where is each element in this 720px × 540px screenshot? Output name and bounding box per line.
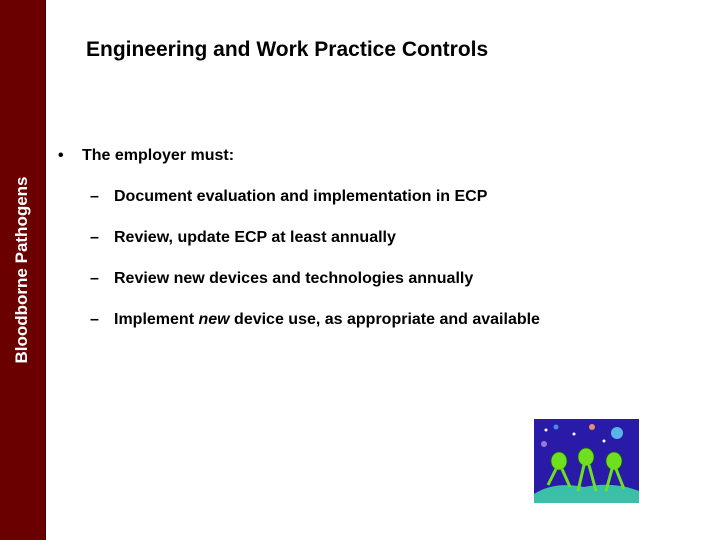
sub-bullet-post: device use, as appropriate and available (229, 311, 540, 328)
star (573, 433, 576, 436)
sidebar-band (0, 0, 46, 540)
bullet-marker: • (58, 147, 64, 164)
emphasis-text: new (198, 311, 230, 328)
star (545, 429, 548, 432)
sub-bullet-text: Review, update ECP at least annually (114, 229, 396, 246)
planet (611, 427, 623, 439)
dash-marker: – (90, 311, 99, 328)
planet (541, 441, 547, 447)
dash-marker: – (90, 188, 99, 205)
sub-bullet (90, 188, 487, 206)
sub-bullet-pre: Implement (114, 311, 199, 328)
sidebar-label: Bloodborne Pathogens (12, 176, 31, 364)
sub-bullet-text: Review new devices and technologies annually (114, 270, 474, 287)
sub-bullet-text: Document evaluation and implementation in ECP (114, 188, 488, 205)
planet (589, 424, 595, 430)
dash-marker: – (90, 229, 99, 246)
planet (554, 425, 559, 430)
sub-bullet (90, 270, 473, 288)
slide-title: Engineering and Work Practice Controls (86, 38, 489, 61)
star (603, 440, 606, 443)
bullet-text: The employer must: (82, 147, 235, 164)
dash-marker: – (90, 270, 99, 287)
dancing-aliens-clipart (534, 419, 639, 503)
sub-bullet (90, 229, 396, 247)
sub-bullet (90, 311, 540, 329)
